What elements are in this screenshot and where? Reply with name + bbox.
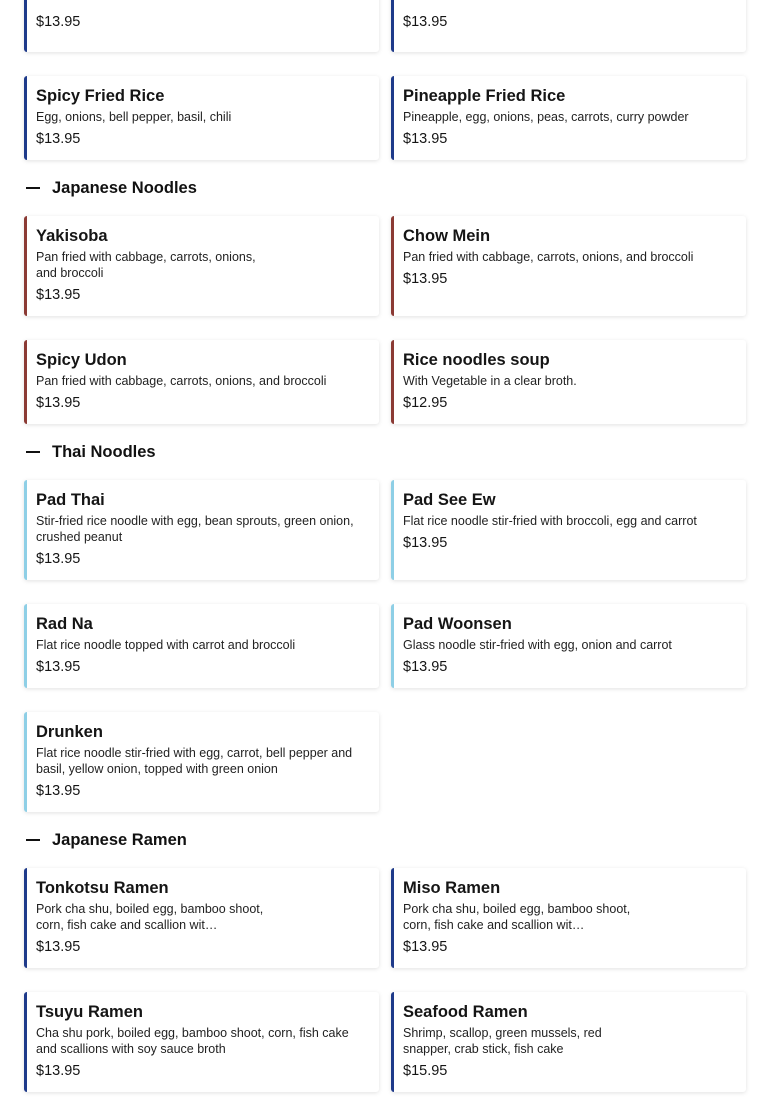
collapse-icon [26, 187, 40, 189]
item-description: Pan fried with cabbage, carrots, onions, and broccoli [403, 250, 694, 264]
item-description: Cha shu pork, boiled egg, bamboo shoot, corn, fish cake and scallions with soy sauce broth [36, 1026, 349, 1056]
item-name: Drunken [36, 723, 103, 741]
item-price: $13.95 [36, 1063, 81, 1079]
menu-card-pad-see-ew[interactable] [391, 480, 746, 580]
item-description: With Vegetable in a clear broth. [403, 374, 577, 388]
section-header-thai-noodles[interactable] [26, 440, 156, 464]
menu-card[interactable] [24, 0, 379, 52]
item-price: $13.95 [36, 551, 81, 567]
item-name: Tsuyu Ramen [36, 1003, 143, 1021]
item-price: $13.95 [36, 131, 81, 147]
item-name: Pad See Ew [403, 491, 496, 509]
item-name: Rad Na [36, 615, 93, 633]
item-price: $15.95 [403, 1063, 448, 1079]
menu-card-pad-thai[interactable] [24, 480, 379, 580]
item-price: $13.95 [403, 535, 448, 551]
menu-card-drunken[interactable] [24, 712, 379, 812]
collapse-icon [26, 839, 40, 841]
item-price: $13.95 [403, 659, 448, 675]
section-title: Japanese Noodles [52, 178, 197, 197]
menu-card-chow-mein[interactable] [391, 216, 746, 316]
item-description: Glass noodle stir-fried with egg, onion and carrot [403, 638, 672, 652]
menu-card-seafood-ramen[interactable] [391, 992, 746, 1092]
item-price: $13.95 [36, 659, 81, 675]
item-name: Spicy Udon [36, 351, 127, 369]
menu-card-spicy-udon[interactable] [24, 340, 379, 424]
item-price: $12.95 [403, 395, 448, 411]
item-name: Pad Woonsen [403, 615, 512, 633]
item-price: $13.95 [36, 395, 81, 411]
section-title: Thai Noodles [52, 442, 156, 461]
item-price: $13.95 [36, 939, 81, 955]
item-name: Spicy Fried Rice [36, 87, 165, 105]
section-title: Japanese Ramen [52, 830, 187, 849]
menu-card-tonkotsu-ramen[interactable] [24, 868, 379, 968]
menu-card-yakisoba[interactable] [24, 216, 379, 316]
item-description: Flat rice noodle topped with carrot and broccoli [36, 638, 296, 652]
item-name: Yakisoba [36, 227, 108, 245]
item-price: $13.95 [36, 783, 81, 799]
item-description: Egg, onions, bell pepper, basil, chili [36, 110, 232, 124]
item-price: $13.95 [403, 271, 448, 287]
item-name: Pad Thai [36, 491, 105, 509]
menu-card-rice-noodles-soup[interactable] [391, 340, 746, 424]
item-name: Seafood Ramen [403, 1003, 528, 1021]
item-description: Stir-fried rice noodle with egg, bean sprouts, green onion, crushed peanut [36, 514, 354, 544]
menu-card-rad-na[interactable] [24, 604, 379, 688]
item-description: Pan fried with cabbage, carrots, onions, and broccoli [36, 250, 256, 280]
item-name: Pineapple Fried Rice [403, 87, 566, 105]
item-price: $13.95 [36, 14, 81, 30]
section-header-japanese-ramen[interactable] [26, 828, 187, 852]
menu-card-tsuyu-ramen[interactable] [24, 992, 379, 1092]
menu-card-pineapple-fried-rice[interactable] [391, 76, 746, 160]
menu-card-spicy-fried-rice[interactable] [24, 76, 379, 160]
menu-card-miso-ramen[interactable] [391, 868, 746, 968]
item-description: Pork cha shu, boiled egg, bamboo shoot, corn, fish cake and scallion wit… [403, 902, 631, 932]
item-description: Pineapple, egg, onions, peas, carrots, curry powder [403, 110, 689, 124]
item-name: Chow Mein [403, 227, 491, 245]
menu-card[interactable] [391, 0, 746, 52]
item-name: Rice noodles soup [403, 351, 550, 369]
item-description: Pork cha shu, boiled egg, bamboo shoot, corn, fish cake and scallion wit… [36, 902, 264, 932]
collapse-icon [26, 451, 40, 453]
item-price: $13.95 [36, 287, 81, 303]
item-price: $13.95 [403, 939, 448, 955]
item-description: Flat rice noodle stir-fried with egg, carrot, bell pepper and basil, yellow onion, topped with green onion [36, 746, 353, 776]
menu-card-pad-woonsen[interactable] [391, 604, 746, 688]
section-header-japanese-noodles[interactable] [26, 176, 197, 200]
item-name: Tonkotsu Ramen [36, 879, 169, 897]
item-description: Shrimp, scallop, green mussels, red snapper, crab stick, fish cake [403, 1026, 602, 1056]
item-description: Flat rice noodle stir-fried with broccoli, egg and carrot [403, 514, 697, 528]
item-name: Miso Ramen [403, 879, 501, 897]
item-description: Pan fried with cabbage, carrots, onions, and broccoli [36, 374, 327, 388]
item-price: $13.95 [403, 14, 448, 30]
item-price: $13.95 [403, 131, 448, 147]
